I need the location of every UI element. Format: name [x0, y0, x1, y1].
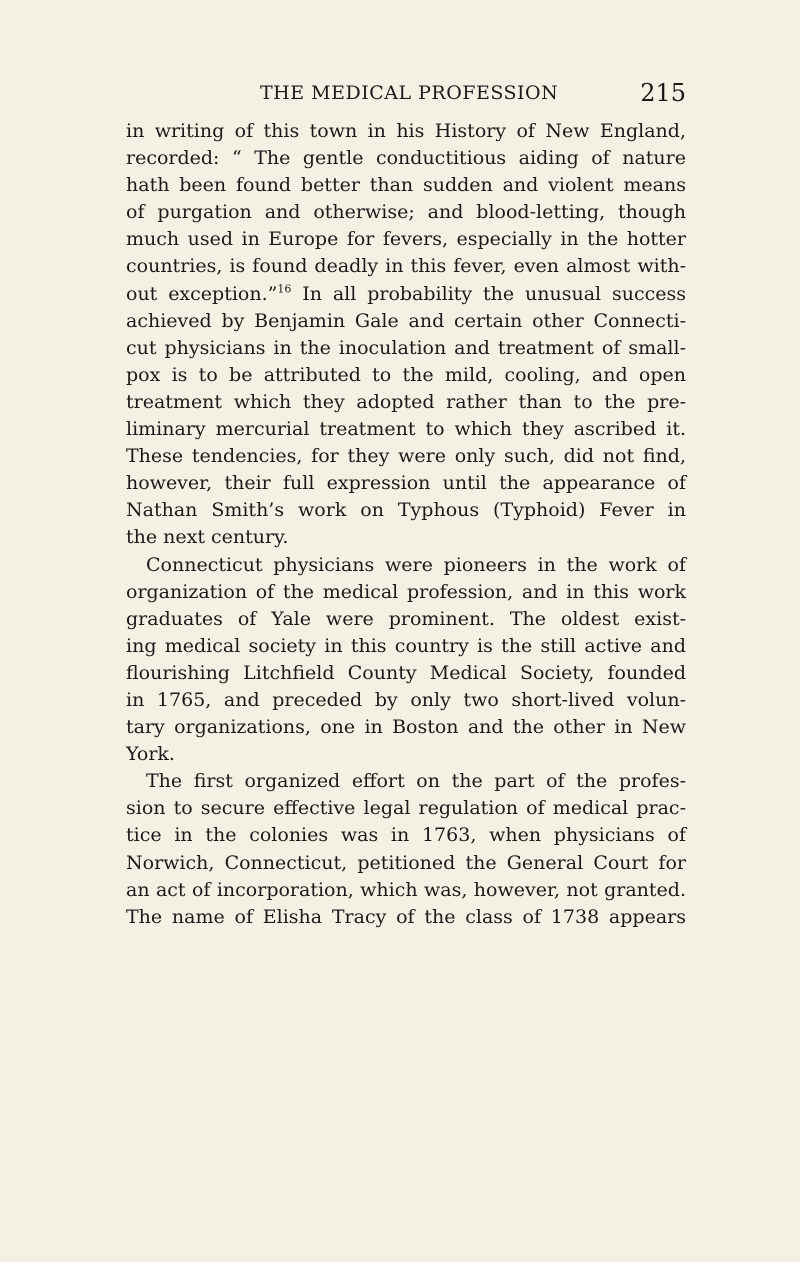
text-line: recorded: “ The gentle conductitious aiding of nature [126, 147, 686, 170]
text-line: flourishing Litchfield County Medical Society, founded [126, 661, 686, 684]
text-line: in 1765, and preceded by only two short-lived volun- [126, 688, 686, 711]
text-line: however, their full expression until the appearance of [126, 472, 686, 495]
text-line: tary organizations, one in Boston and the other in New [126, 716, 686, 739]
text-line: pox is to be attributed to the mild, cooling, and open [126, 363, 686, 386]
text-line: ing medical society in this country is the still active and [126, 634, 686, 657]
text-line: The name of Elisha Tracy of the class of 1738 appears [126, 905, 686, 928]
text-line: countries, is found deadly in this fever, even almost with- [126, 255, 686, 278]
text-line: of purgation and otherwise; and blood-letting, though [126, 201, 686, 224]
text-line: an act of incorporation, which was, however, not granted. [126, 878, 686, 901]
quote-end: out exception.” [126, 282, 278, 305]
text-line: Connecticut physicians were pioneers in the work of [146, 553, 686, 576]
paragraph [126, 118, 686, 552]
paragraph [126, 768, 686, 931]
text-line: sion to secure effective legal regulation of medical prac- [126, 797, 686, 820]
text-line [126, 281, 686, 308]
footnote-ref: 16 [277, 282, 292, 296]
text-line: cut physicians in the inoculation and treatment of small- [126, 336, 686, 359]
text-line: These tendencies, for they were only such, did not find, [126, 445, 686, 468]
paragraph [126, 552, 686, 769]
text-line: achieved by Benjamin Gale and certain other Connecti- [126, 309, 686, 332]
text-line: liminary mercurial treatment to which they ascribed it. [126, 418, 686, 441]
text-line: much used in Europe for fevers, especially in the hotter [126, 228, 686, 251]
text-line: York. [126, 743, 175, 766]
sentence: In all probability the unusual success [302, 282, 687, 305]
body-text [126, 118, 686, 931]
text-line: in writing of this town in his History of New England, [126, 120, 686, 142]
text-line: Norwich, Connecticut, petitioned the General Court for [126, 851, 686, 874]
text-line: graduates of Yale were prominent. The oldest exist- [126, 607, 686, 630]
text-line: tice in the colonies was in 1763, when physicians of [126, 824, 686, 847]
text-line: the next century. [126, 526, 289, 549]
text-line: organization of the medical profession, and in this work [126, 580, 686, 603]
text-line: hath been found better than sudden and violent means [126, 174, 686, 197]
text-line: treatment which they adopted rather than to the pre- [126, 390, 686, 413]
text-line: The first organized effort on the part of the profes- [146, 770, 686, 793]
running-head [260, 80, 686, 110]
running-title: THE MEDICAL PROFESSION [260, 82, 559, 104]
page-number: 215 [640, 79, 686, 107]
text-line: Nathan Smith’s work on Typhous (Typhoid) Fever in [126, 499, 686, 522]
